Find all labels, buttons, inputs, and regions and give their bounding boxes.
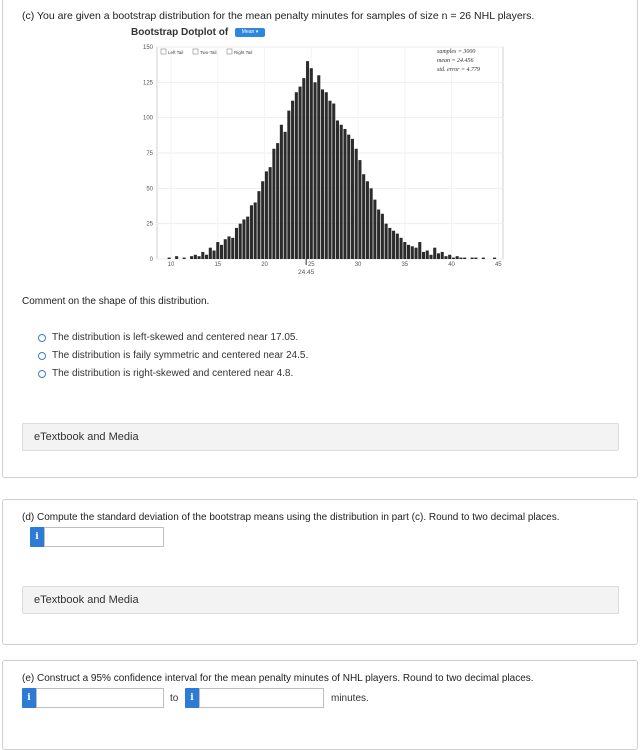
x-tick-label: 20 xyxy=(261,262,268,268)
histogram-bar xyxy=(310,68,313,259)
histogram-bar xyxy=(287,111,290,259)
histogram-bar xyxy=(291,101,294,259)
histogram-bar xyxy=(336,120,339,259)
ci-upper-input[interactable] xyxy=(199,688,324,708)
histogram-bar xyxy=(407,245,410,259)
histogram-bar xyxy=(355,149,358,259)
histogram-bar xyxy=(280,125,283,259)
histogram-bar xyxy=(235,228,238,259)
histogram-bar xyxy=(463,258,466,259)
option-symmetric[interactable] xyxy=(38,350,308,361)
histogram-bar xyxy=(209,248,212,259)
histogram-bar xyxy=(482,258,485,259)
y-tick-label: 0 xyxy=(149,257,153,263)
x-tick-label: 15 xyxy=(214,262,222,268)
histogram-bar xyxy=(426,251,429,259)
histogram-bar xyxy=(400,238,403,259)
x-tick-label: 10 xyxy=(167,262,175,268)
right-tail-checkbox[interactable] xyxy=(227,49,232,54)
chart-title: Bootstrap Dotplot of xyxy=(131,27,229,38)
mean-marker-label: 24.45 xyxy=(298,269,315,276)
histogram-bar xyxy=(340,125,343,259)
ci-lower-input[interactable] xyxy=(36,688,164,708)
radio-button[interactable] xyxy=(38,352,46,360)
histogram-bar xyxy=(347,135,350,259)
histogram-bar xyxy=(448,255,451,259)
histogram-bar xyxy=(332,104,335,259)
etextbook-button-c[interactable]: eTextbook and Media xyxy=(22,423,619,451)
histogram-bar xyxy=(381,214,384,259)
histogram-bar xyxy=(231,238,234,259)
histogram-bar xyxy=(452,258,455,259)
histogram-bar xyxy=(459,258,462,259)
histogram-bar xyxy=(254,202,257,259)
right-tail-label: Right Tail xyxy=(234,50,253,55)
histogram-bar xyxy=(201,252,204,259)
histogram-bar xyxy=(306,61,309,259)
option-left-skewed[interactable] xyxy=(38,332,298,343)
histogram-bar xyxy=(224,239,227,259)
histogram-bar xyxy=(366,181,369,259)
histogram-bar xyxy=(213,251,216,259)
histogram-bar xyxy=(183,258,186,259)
histogram-bar xyxy=(216,242,219,259)
histogram-bar xyxy=(403,242,406,259)
histogram-bar xyxy=(239,224,242,259)
two-tail-label: Two-Tail xyxy=(200,50,217,55)
x-tick-label: 25 xyxy=(307,262,315,268)
histogram-bar xyxy=(474,258,477,259)
histogram-bar xyxy=(314,82,317,259)
option-right-skewed[interactable] xyxy=(38,368,293,379)
histogram-bar xyxy=(343,129,346,259)
histogram-bar xyxy=(388,228,391,259)
x-tick-label: 30 xyxy=(354,262,362,268)
histogram-bar xyxy=(261,181,264,259)
histogram-bar xyxy=(370,188,373,259)
histogram-bar xyxy=(373,200,376,259)
option-label: The distribution is faily symmetric and centered near 24.5. xyxy=(52,350,309,361)
stat-dropdown[interactable]: Mean ▾ xyxy=(235,28,265,37)
histogram-bar xyxy=(175,256,178,259)
x-tick-label: 45 xyxy=(494,262,502,268)
option-label: The distribution is left-skewed and centered near 17.05. xyxy=(52,332,299,343)
stat-mean: mean = 24.456 xyxy=(437,58,474,64)
radio-button[interactable] xyxy=(38,370,46,378)
histogram-bar xyxy=(396,234,399,259)
histogram-bar xyxy=(168,258,171,259)
histogram-bar xyxy=(362,174,365,259)
histogram-bar xyxy=(493,258,496,259)
histogram-bar xyxy=(433,248,436,259)
histogram-bar xyxy=(265,171,268,259)
left-tail-checkbox[interactable] xyxy=(161,49,166,54)
stat-samples: samples = 3000 xyxy=(437,49,476,55)
y-tick-label: 125 xyxy=(142,80,153,87)
histogram-bar xyxy=(351,139,354,259)
histogram-bar xyxy=(377,210,380,259)
histogram-bar xyxy=(284,132,287,259)
units-label: minutes. xyxy=(331,693,369,704)
histogram-bar xyxy=(198,256,201,259)
part-c-question: (c) You are given a bootstrap distribution for the mean penalty minutes for samples of size n = 26 NHL players. xyxy=(22,10,535,22)
histogram-bar xyxy=(302,78,305,259)
histogram-bar xyxy=(250,205,253,259)
histogram-bar xyxy=(299,87,302,259)
comment-prompt: Comment on the shape of this distribution. xyxy=(22,296,210,307)
histogram-bar xyxy=(276,143,279,259)
stat-std-error: std. error = 4.779 xyxy=(437,67,480,73)
info-icon[interactable]: i xyxy=(30,527,44,547)
x-tick-label: 35 xyxy=(401,262,409,268)
histogram-bar xyxy=(321,89,324,259)
histogram-bar xyxy=(414,248,417,259)
histogram-bar xyxy=(205,255,208,259)
left-tail-label: Left Tail xyxy=(168,50,184,55)
histogram-bar xyxy=(441,252,444,259)
histogram-bar xyxy=(471,258,474,259)
histogram-bar xyxy=(418,242,421,259)
histogram-bar xyxy=(227,236,230,259)
histogram-bar xyxy=(437,253,440,259)
histogram-bar xyxy=(246,217,249,259)
histogram-bar xyxy=(295,92,298,259)
bootstrap-dotplot xyxy=(0,40,641,330)
y-tick-label: 150 xyxy=(142,45,153,51)
histogram-bar xyxy=(220,245,223,259)
y-tick-label: 100 xyxy=(142,115,153,122)
info-icon[interactable]: i xyxy=(185,688,199,708)
option-label: The distribution is right-skewed and centered near 4.8. xyxy=(52,368,294,379)
histogram-bar xyxy=(242,219,245,259)
histogram-bar xyxy=(194,255,197,259)
y-tick-label: 25 xyxy=(146,221,153,228)
histogram-bar xyxy=(429,255,432,259)
y-tick-label: 50 xyxy=(146,186,153,193)
histogram-bar xyxy=(190,256,193,259)
std-dev-input[interactable] xyxy=(44,527,164,547)
histogram-bar xyxy=(422,252,425,259)
histogram-bar xyxy=(317,75,320,259)
two-tail-checkbox[interactable] xyxy=(193,49,198,54)
to-label: to xyxy=(170,693,179,704)
x-tick-label: 40 xyxy=(448,262,455,268)
part-d-question: (d) Compute the standard deviation of the bootstrap means using the distribution in part (c). Round to two decimal places. xyxy=(22,512,560,523)
info-icon[interactable]: i xyxy=(22,688,36,708)
histogram-bar xyxy=(392,231,395,259)
histogram-bar xyxy=(444,256,447,259)
y-tick-label: 75 xyxy=(146,151,153,157)
histogram-bar xyxy=(328,101,331,259)
histogram-bar xyxy=(325,92,328,259)
tail-options xyxy=(161,49,252,55)
histogram-bar xyxy=(411,246,414,259)
histogram-bar xyxy=(269,167,272,259)
histogram-bar xyxy=(358,160,361,259)
part-e-question: (e) Construct a 95% confidence interval for the mean penalty minutes of NHL players. Round to two decimal places. xyxy=(22,673,534,684)
etextbook-button-d[interactable]: eTextbook and Media xyxy=(22,586,619,614)
histogram-bar xyxy=(385,224,388,259)
histogram-bar xyxy=(272,149,275,259)
radio-button[interactable] xyxy=(38,334,46,342)
histogram-bar xyxy=(257,191,260,259)
histogram-bar xyxy=(456,256,459,259)
